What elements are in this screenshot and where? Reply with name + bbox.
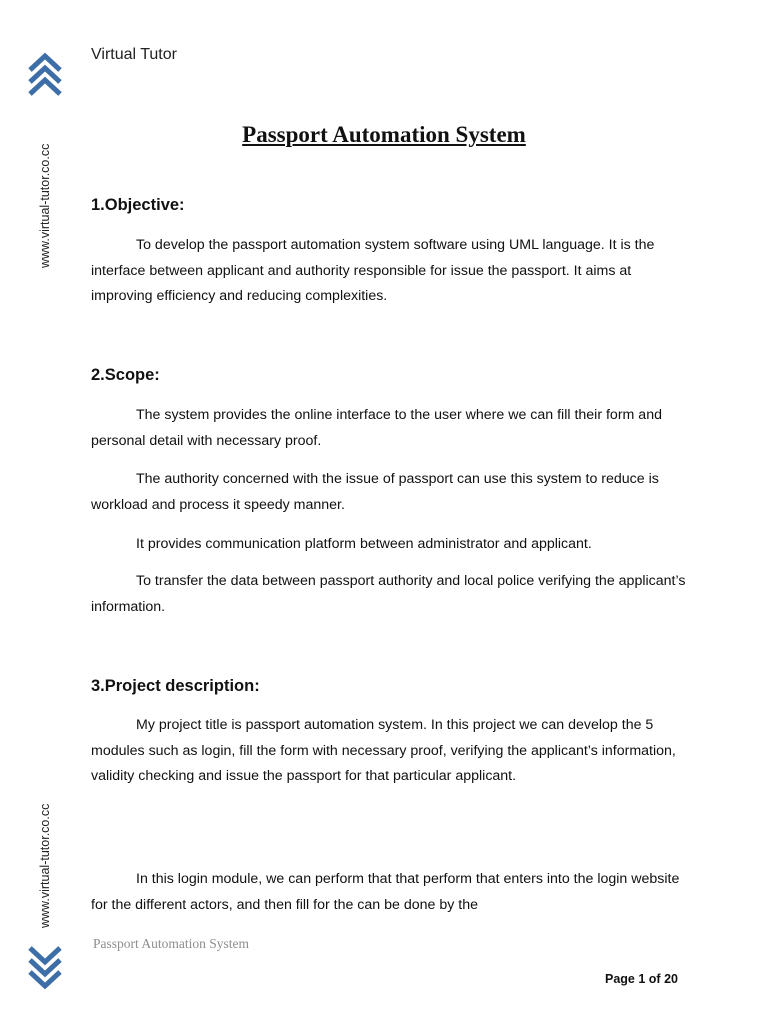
- page-number: [605, 972, 678, 986]
- chevron-up-logo-icon: [27, 50, 63, 98]
- section-heading-scope: 2.Scope:: [91, 366, 160, 384]
- chevron-down-logo-icon: [27, 944, 63, 990]
- objective-paragraph: To develop the passport automation system software using UML language. It is the interface between applicant and authority responsible for issue the passport. It aims at improving efficiency and reducing complexities.: [91, 237, 655, 304]
- project-description-paragraph-2: In this login module, we can perform that that perform that enters into the login website for the different actors, and then fill for the can be done by the: [91, 871, 680, 913]
- page-total: 20: [664, 972, 678, 986]
- brand-name: Virtual Tutor: [91, 46, 177, 63]
- side-url-top: www.virtual-tutor.co.cc: [38, 143, 52, 268]
- scope-paragraph-2: The authority concerned with the issue of passport can use this system to reduce is workload and process it speedy manner.: [91, 471, 659, 513]
- page-current: 1: [638, 972, 646, 986]
- project-description-paragraph-1: My project title is passport automation system. In this project we can develop the 5 modules such as login, fill the form with necessary proof, verifying the applicant’s information, validity checking and issue the passport for that particular applicant.: [91, 717, 676, 784]
- document-title: Passport Automation System: [242, 122, 526, 147]
- side-url-bottom: www.virtual-tutor.co.cc: [38, 803, 52, 928]
- section-heading-objective: 1.Objective:: [91, 196, 185, 214]
- scope-paragraph-3: It provides communication platform between administrator and applicant.: [136, 536, 592, 552]
- page-label: Page: [604, 972, 635, 986]
- scope-paragraph-4: To transfer the data between passport authority and local police verifying the applicant’s information.: [91, 573, 686, 615]
- scope-paragraph-1: The system provides the online interface to the user where we can fill their form and personal detail with necessary proof.: [91, 407, 662, 449]
- section-heading-project-description: 3.Project description:: [91, 677, 260, 695]
- page-of: of: [648, 972, 661, 986]
- footer-title: Passport Automation System: [93, 936, 250, 951]
